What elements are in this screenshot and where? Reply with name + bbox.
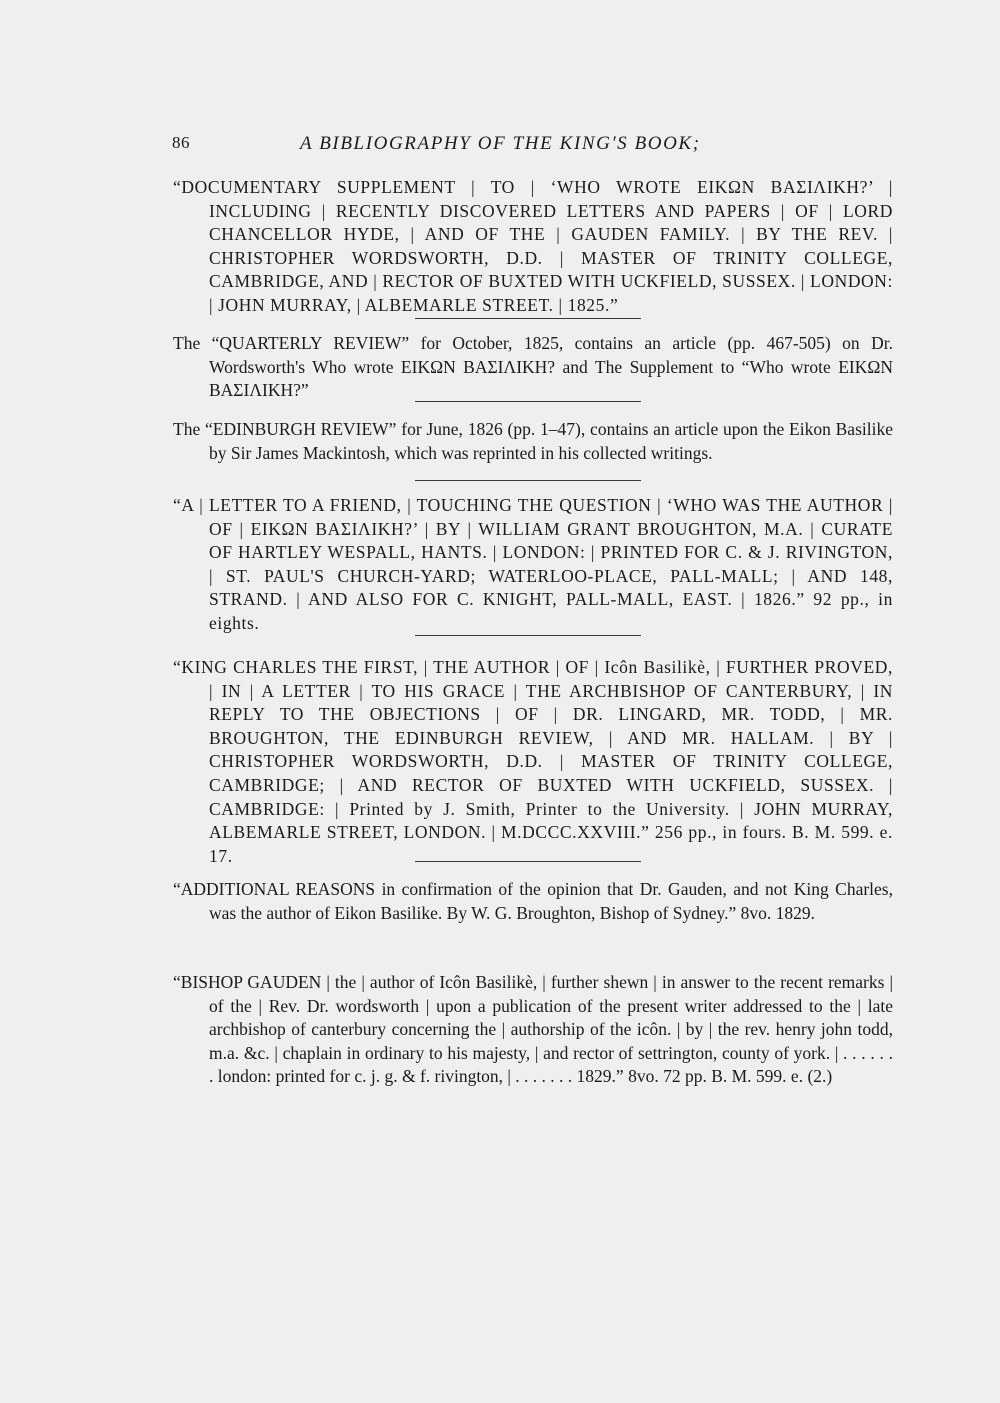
running-title: A BIBLIOGRAPHY OF THE KING'S BOOK; <box>300 133 701 154</box>
bibliography-entry: “DOCUMENTARY SUPPLEMENT | TO | ‘WHO WROTE ΕΙΚΩΝ ΒΑΣΙΛΙΚΗ?’ | INCLUDING | RECENTLY DISCOVERED LETTERS AND PAPERS | OF | LORD CHANCELLOR HYDE, | AND OF THE | GAUDEN FAMILY. | BY THE REV. | CHRISTOPHER WORDSWORTH, D.D. | MASTER OF TRINITY COLLEGE, CAMBRIDGE, AND | RECTOR OF BUXTED WITH UCKFIELD, SUSSEX. | LONDON: | JOHN MURRAY, | ALBEMARLE STREET. | 1825.” <box>173 177 893 315</box>
page-number: 86 <box>172 133 190 152</box>
bibliography-entry: “A | LETTER TO A FRIEND, | TOUCHING THE QUESTION | ‘WHO WAS THE AUTHOR | OF | ΕΙΚΩΝ ΒΑΣΙΛΙΚΗ?’ | BY | WILLIAM GRANT BROUGHTON, M.A. | CURATE OF HARTLEY WESPALL, HANTS. | LONDON: | PRINTED FOR C. & J. RIVINGTON, | ST. PAUL'S CHURCH-YARD; WATERLOO-PLACE, PALL-MALL; | AND 148, STRAND. | AND ALSO FOR C. KNIGHT, PALL-MALL, EAST. | 1826.” 92 pp., in eights. <box>173 495 893 633</box>
bibliography-entry: The “QUARTERLY REVIEW” for October, 1825, contains an article (pp. 467-505) on Dr. Wordsworth's Who wrote ΕΙΚΩΝ ΒΑΣΙΛΙΚΗ? and The Supplement to “Who wrote ΕΙΚΩΝ ΒΑΣΙΛΙΚΗ?” <box>173 333 893 401</box>
divider-rule <box>415 401 641 402</box>
bibliography-entry: The “EDINBURGH REVIEW” for June, 1826 (pp. 1–47), contains an article upon the Eikon Basilike by Sir James Mackintosh, which was reprinted in his collected writings. <box>173 419 893 463</box>
bibliography-entry: “BISHOP GAUDEN | the | author of Icôn Basilikè, | further shewn | in answer to the recent remarks | of the | Rev. Dr. wordsworth | upon a publication of the present writer addressed to the | late archbishop of canterbury concerning the | authorship of the icôn. | by | the rev. henry john todd, m.a. &c. | chaplain in ordinary to his majesty, | and rector of settrington, county of york. | . . . . . . . london: printed for c. j. g. & f. rivington, | . . . . . . . 1829.” 8vo. 72 pp. B. M. 599. e. (2.) <box>173 972 893 1087</box>
divider-rule <box>415 635 641 636</box>
divider-rule <box>415 861 641 862</box>
divider-rule <box>415 318 641 319</box>
bibliography-entry: “ADDITIONAL REASONS in confirmation of the opinion that Dr. Gauden, and not King Charles, was the author of Eikon Basilike. By W. G. Broughton, Bishop of Sydney.” 8vo. 1829. <box>173 879 893 923</box>
running-head <box>172 133 892 157</box>
divider-rule <box>415 480 641 481</box>
bibliography-entry: “KING CHARLES THE FIRST, | THE AUTHOR | OF | Icôn Basilikè, | FURTHER PROVED, | IN | A LETTER | TO HIS GRACE | THE ARCHBISHOP OF CANTERBURY, | IN REPLY TO THE OBJECTIONS | OF | DR. LINGARD, MR. TODD, | MR. BROUGHTON, THE EDINBURGH REVIEW, | AND MR. HALLAM. | BY | CHRISTOPHER WORDSWORTH, D.D. | MASTER OF TRINITY COLLEGE, CAMBRIDGE; | AND RECTOR OF BUXTED WITH UCKFIELD, SUSSEX. | CAMBRIDGE: | Printed by J. Smith, Printer to the University. | JOHN MURRAY, ALBEMARLE STREET, LONDON. | M.DCCC.XXVIII.” 256 pp., in fours. B. M. 599. e. 17. <box>173 657 893 866</box>
